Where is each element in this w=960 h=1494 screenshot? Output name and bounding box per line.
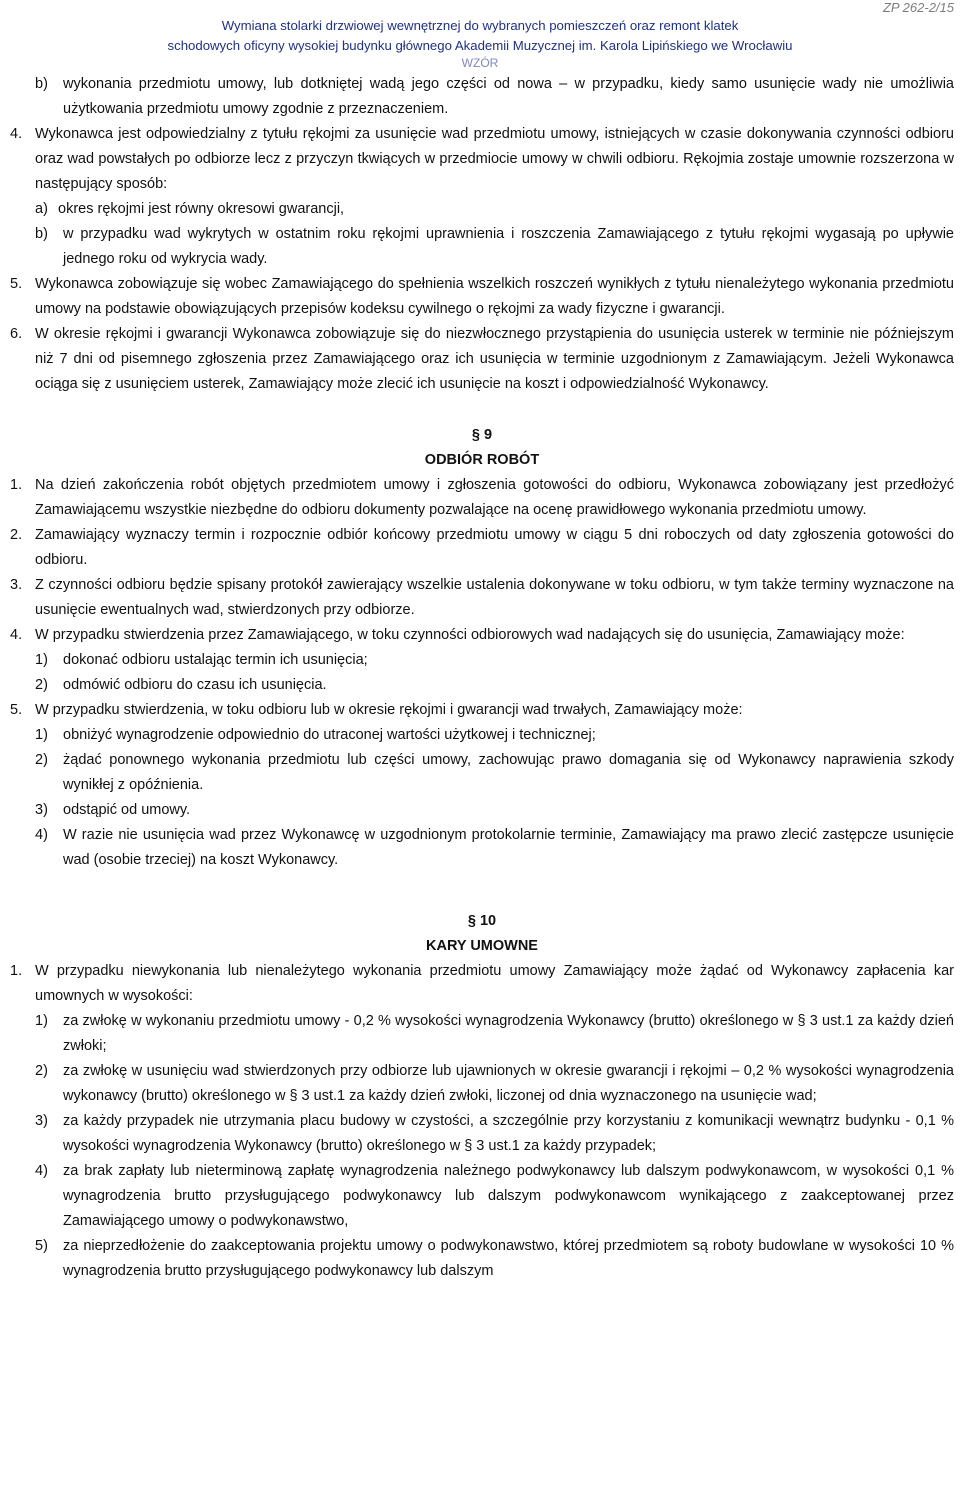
paragraph-text: Wykonawca jest odpowiedzialny z tytułu rękojmi za usunięcie wad przedmiotu umowy, istniejących w czasie dokonywania czynności odbioru oraz wad powstałych po odbiorze lecz z przyczyn tkwiących w przedmiocie umowy w chwili odbioru. Rękojmia zostaje umownie rozszerzona w następujący sposób: (35, 126, 954, 192)
paragraph (10, 122, 954, 197)
paragraph (10, 959, 954, 1009)
list-marker: 1) (35, 652, 48, 668)
paragraph-number: 1. (10, 477, 23, 493)
list-text: za każdy przypadek nie utrzymania placu budowy w czystości, a szczególnie przy korzystaniu z komunikacji wewnątrz budynku - 0,1 % wysokości wynagrodzenia Wykonawcy (brutto) określonego w § 3 ust.1 za każdy przypadek; (63, 1113, 954, 1154)
list-marker: 2) (35, 677, 48, 693)
list-marker: 4) (35, 827, 48, 843)
paragraph-text: Zamawiający wyznaczy termin i rozpocznie odbiór końcowy przedmiotu umowy w ciągu 5 dni roboczych od daty zgłoszenia gotowości do odbioru. (35, 527, 954, 568)
paragraph (10, 473, 954, 523)
paragraph-number: 4. (10, 627, 23, 643)
list-item (10, 1159, 954, 1234)
list-item (10, 748, 954, 798)
paragraph-text: Wykonawca zobowiązuje się wobec Zamawiającego do spełnienia wszelkich roszczeń wynikłych z tytułu nienależytego wykonania przedmiotu umowy na podstawie obowiązujących przepisów kodeksu cywilnego o rękojmi za wady fizyczne i gwarancji. (35, 276, 954, 317)
list-text: żądać ponownego wykonania przedmiotu lub części umowy, zachowując prawo domagania się od Wykonawcy naprawienia szkody wynikłej z opóźnienia. (63, 752, 954, 793)
paragraph-number: 1. (10, 963, 23, 979)
list-item (10, 648, 954, 673)
list-marker: 3) (35, 802, 48, 818)
list-text: obniżyć wynagrodzenie odpowiednio do utraconej wartości użytkowej i technicznej; (63, 727, 596, 743)
list-marker: 2) (35, 752, 48, 768)
document-body (10, 72, 954, 1284)
list-item (10, 72, 954, 122)
list-marker: 4) (35, 1163, 48, 1179)
paragraph (10, 573, 954, 623)
section-number: § 9 (471, 427, 493, 443)
list-text: odstąpić od umowy. (63, 802, 191, 818)
list-item (10, 673, 954, 698)
paragraph-number: 3. (10, 577, 23, 593)
paragraph (10, 322, 954, 397)
template-label: WZÓR (461, 56, 499, 70)
paragraph-number: 6. (10, 326, 23, 342)
list-text: za brak zapłaty lub nieterminową zapłatę wynagrodzenia należnego podwykonawcy lub dalszym podwykonawcom, w wysokości 0,1 % wynagrodzenia brutto przysługującego podwykonawcy lub dalszym podwykonawcom wynikającego z zaakceptowanej przez Zamawiającego umowy o podwykonawstwo, (63, 1163, 954, 1229)
list-item (10, 823, 954, 873)
paragraph-text: W okresie rękojmi i gwarancji Wykonawca zobowiązuje się do niezwłocznego przystąpienia do usunięcia usterek w terminie nie późniejszym niż 7 dni od pisemnego zgłoszenia przez Zamawiającego oraz ich usunięcia w terminie uzgodnionym z Zamawiającym. Jeżeli Wykonawca ociąga się z usunięciem usterek, Zamawiający może zlecić ich usunięcie na koszt i odpowiedzialność Wykonawcy. (35, 326, 954, 392)
list-text: za nieprzedłożenie do zaakceptowania projektu umowy o podwykonawstwo, której przedmiotem są roboty budowlane w wysokości 10 % wynagrodzenia brutto przysługującego podwykonawcy lub dalszym (63, 1238, 954, 1279)
section-number: § 10 (467, 913, 497, 929)
list-text: okres rękojmi jest równy okresowi gwarancji, (58, 201, 345, 217)
page-reference: ZP 262-2/15 (882, 0, 954, 15)
paragraph (10, 623, 954, 648)
header-title-line-1: Wymiana stolarki drzwiowej wewnętrznej do wybranych pomieszczeń oraz remont klatek (221, 18, 739, 33)
paragraph-number: 4. (10, 126, 23, 142)
paragraph-text: Z czynności odbioru będzie spisany protokół zawierający wszelkie ustalenia dokonywane w toku odbioru, w tym także terminy wyznaczone na usunięcie ewentualnych wad, stwierdzonych przy odbiorze. (35, 577, 954, 618)
header-title-line-2: schodowych oficyny wysokiej budynku głównego Akademii Muzycznej im. Karola Lipińskiego we Wrocławiu (167, 38, 793, 53)
list-marker: b) (35, 226, 48, 242)
list-item (10, 723, 954, 748)
paragraph-number: 5. (10, 276, 23, 292)
paragraph-number: 2. (10, 527, 23, 543)
list-marker: 1) (35, 727, 48, 743)
paragraph-text: Na dzień zakończenia robót objętych przedmiotem umowy i zgłoszenia gotowości do odbioru, Wykonawca zobowiązany jest przedłożyć Zamawiającemu wszystkie niezbędne do odbioru dokumenty pozwalające na ocenę prawidłowego wykonania przedmiotu umowy. (35, 477, 954, 518)
list-marker: 5) (35, 1238, 48, 1254)
paragraph-text: W przypadku stwierdzenia, w toku odbioru lub w okresie rękojmi i gwarancji wad trwałych, Zamawiający może: (35, 702, 743, 718)
list-text: odmówić odbioru do czasu ich usunięcia. (63, 677, 327, 693)
paragraph-text: W przypadku niewykonania lub nienależytego wykonania przedmiotu umowy Zamawiający może żądać od Wykonawcy zapłacenia kar umownych w wysokości: (35, 963, 954, 1004)
paragraph-text: W przypadku stwierdzenia przez Zamawiającego, w toku czynności odbiorowych wad nadających się do usunięcia, Zamawiający może: (35, 627, 905, 643)
list-text: za zwłokę w usunięciu wad stwierdzonych przy odbiorze lub ujawnionych w okresie gwarancji i rękojmi – 0,2 % wysokości wynagrodzenia wykonawcy (brutto) określonego w § 3 ust.1 za każdy dzień zwłoki, liczonej od dnia wyznaczonego na usunięcie wad; (63, 1063, 954, 1104)
list-text: dokonać odbioru ustalając termin ich usunięcia; (63, 652, 368, 668)
paragraph (10, 272, 954, 322)
list-item (10, 1059, 954, 1109)
list-text: W razie nie usunięcia wad przez Wykonawcę w uzgodnionym protokolarnie terminie, Zamawiający ma prawo zlecić zastępcze usunięcie wad (osobie trzeciej) na koszt Wykonawcy. (63, 827, 954, 868)
list-marker: 1) (35, 1013, 48, 1029)
list-item (10, 1009, 954, 1059)
section-title: ODBIÓR ROBÓT (424, 452, 540, 468)
paragraph-number: 5. (10, 702, 23, 718)
list-item (10, 197, 954, 222)
section-title: KARY UMOWNE (426, 938, 538, 954)
list-text: za zwłokę w wykonaniu przedmiotu umowy - 0,2 % wysokości wynagrodzenia Wykonawcy (brutto) określonego w § 3 ust.1 za każdy dzień zwłoki; (63, 1013, 954, 1054)
paragraph (10, 698, 954, 723)
list-marker: a) (35, 201, 48, 217)
list-item (10, 798, 954, 823)
list-marker: 2) (35, 1063, 48, 1079)
list-item (10, 222, 954, 272)
list-item (10, 1234, 954, 1284)
list-text: wykonania przedmiotu umowy, lub dotkniętej wadą jego części od nowa – w przypadku, kiedy samo usunięcie wady nie umożliwia użytkowania przedmiotu umowy zgodnie z przeznaczeniem. (63, 76, 954, 117)
list-item (10, 1109, 954, 1159)
paragraph (10, 523, 954, 573)
list-marker: 3) (35, 1113, 48, 1129)
list-marker: b) (35, 76, 48, 92)
list-text: w przypadku wad wykrytych w ostatnim roku rękojmi uprawnienia i roszczenia Zamawiającego z tytułu rękojmi wygasają po upływie jednego roku od wykrycia wady. (63, 226, 954, 267)
